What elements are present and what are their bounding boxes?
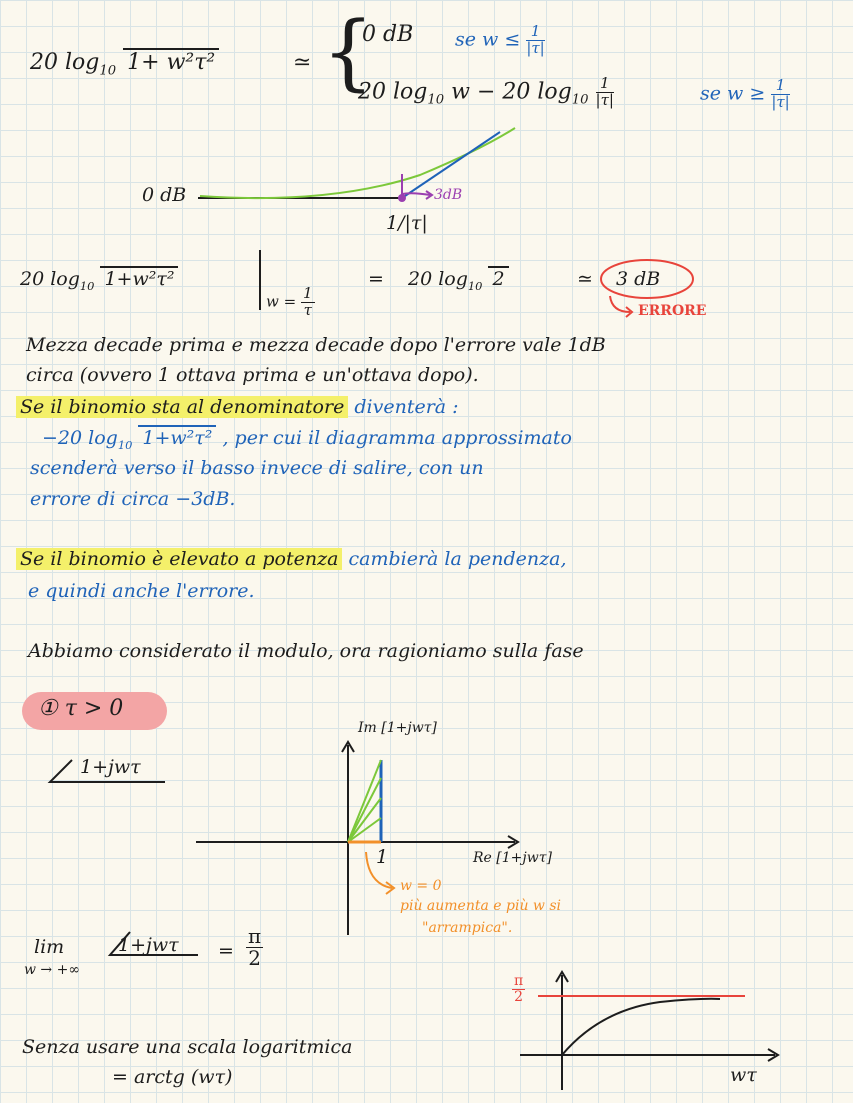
text-line5: e quindi anche l'errore. xyxy=(28,580,255,602)
real-curve xyxy=(200,128,515,198)
one-label: 1 xyxy=(376,846,389,868)
eval-eq: = xyxy=(368,268,384,290)
brace: { xyxy=(322,5,375,100)
lim-sub: w → +∞ xyxy=(24,962,81,978)
text-line2: circa (ovvero 1 ottava prima e un'ottava dopo). xyxy=(26,364,479,386)
eval-result: 3 dB xyxy=(616,268,661,290)
label-0db: 0 dB xyxy=(142,184,187,206)
note-line2: "arrampica". xyxy=(422,920,513,936)
lim-result: $\frac{\pi}{2}$ xyxy=(248,924,262,970)
pi-half-label: $\frac{\pi}{2}$ xyxy=(514,973,524,1005)
sqrt-lhs: 1+ w²τ² xyxy=(123,48,219,75)
im-label: Im [1+jwτ] xyxy=(358,720,437,736)
case1: 0 dB xyxy=(362,22,414,47)
wt-axis-label: wτ xyxy=(730,1064,757,1086)
arctg-curve xyxy=(562,999,720,1055)
label-break-freq: 1/|τ| xyxy=(386,212,428,234)
eval-lhs: 20 $\log_{10} 1+w^2\tau^2$ xyxy=(20,268,178,293)
eval-at: w = $\frac{1}{\tau}$ xyxy=(266,284,313,319)
case2: 20 $\log_{10} w - 20$ $\log_{10}$ $\frac{1}{|\tau|}$ xyxy=(358,74,614,109)
w-zero-label: w = 0 xyxy=(400,878,442,894)
header-lhs: 20 $\log_{10} 1+ w^2\tau^2$ xyxy=(30,50,219,78)
lim-eq: = xyxy=(218,940,234,962)
text-line1: Mezza decade prima e mezza decade dopo l'errore vale 1dB xyxy=(26,334,606,356)
eval-rhs: 20 $\log_{10} 2$ xyxy=(408,268,509,293)
eval-approx: ≃ xyxy=(577,268,593,290)
note-line1: più aumenta e più w si xyxy=(400,898,562,914)
header-approx: ≃ xyxy=(293,50,312,75)
bottom-line2: = arctg (wτ) xyxy=(112,1066,233,1088)
text-line6: Abbiamo considerato il modulo, ora ragioniamo sulla fase xyxy=(28,640,584,662)
lim: lim xyxy=(34,936,65,958)
error-label: ERRORE xyxy=(638,303,707,319)
re-label: Re [1+jwτ] xyxy=(473,850,552,866)
text-hl2: Se il binomio è elevato a potenza cambierà la pendenza, xyxy=(16,548,567,570)
text-line4: errore di circa −3dB. xyxy=(30,488,236,510)
text-hl1: Se il binomio sta al denominatore diventerà : xyxy=(16,396,459,418)
text-line3: scenderà verso il basso invece di salire, con un xyxy=(30,457,484,479)
label-3db: 3dB xyxy=(434,187,463,203)
case1-condition: se w ≤ $\frac{1}{|\tau|}$ xyxy=(455,22,545,57)
text-den-formula: −20 $\log_{10} 1+w^2\tau^2$ , per cui il diagramma approssimato xyxy=(42,427,572,452)
case-pill-label: ① τ > 0 xyxy=(38,696,124,721)
case2-condition: se w ≥ $\frac{1}{|\tau|}$ xyxy=(700,76,790,111)
angle-expr: 1+jwτ xyxy=(80,756,141,778)
lim-angle: 1+jwτ xyxy=(118,934,179,956)
bottom-line1: Senza usare una scala logaritmica xyxy=(22,1036,353,1058)
